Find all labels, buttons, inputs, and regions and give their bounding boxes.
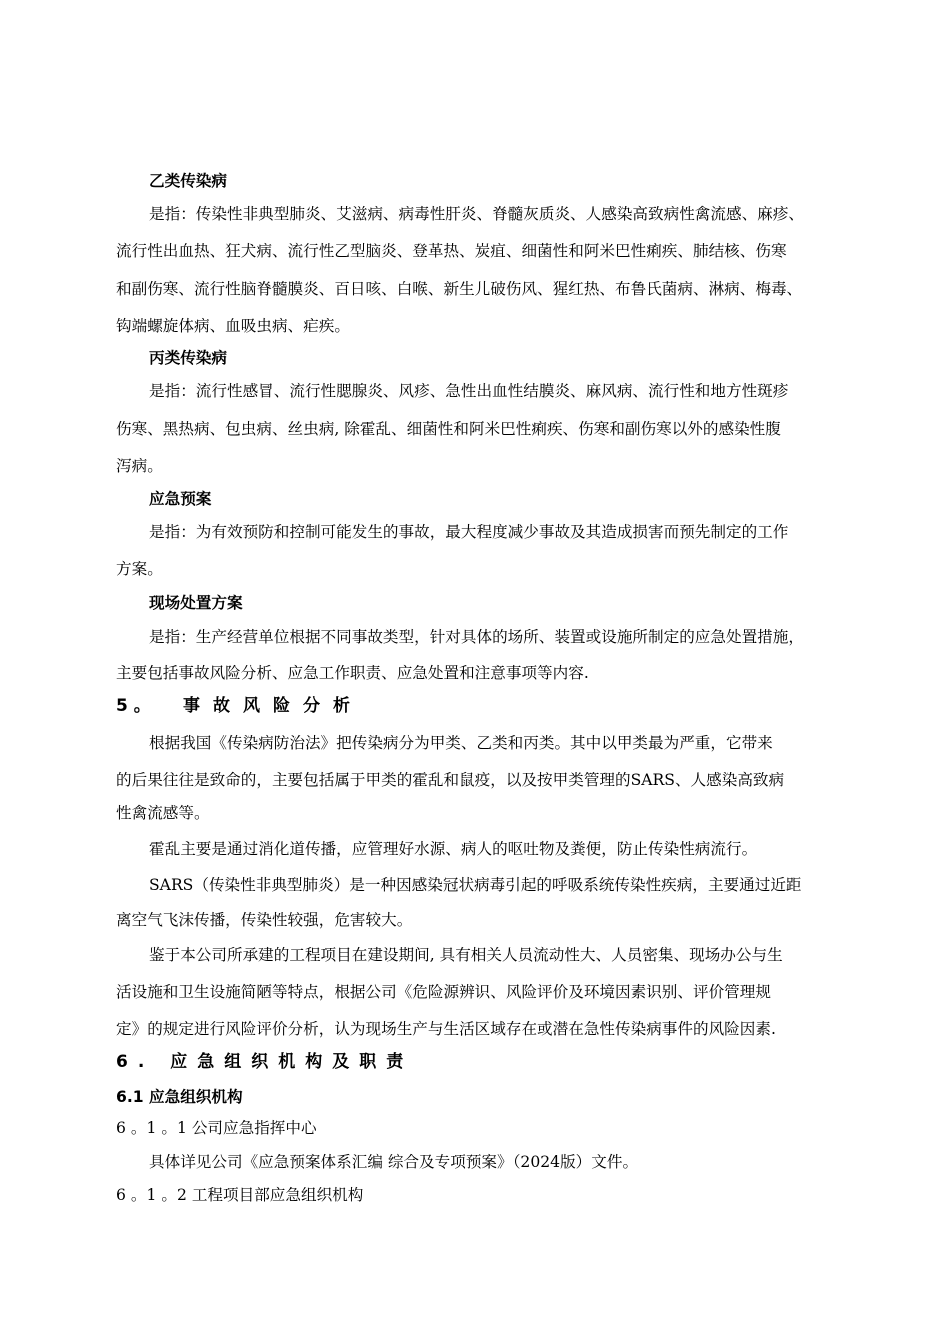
plan-title: 应急预案 — [149, 490, 212, 508]
s5-p1-line-3: 性禽流感等。 — [116, 804, 210, 822]
section-6-1-1-heading: 6 。1 。1 公司应急指挥中心 — [116, 1119, 317, 1137]
section-6-heading: 6. 应急组织机构及职责 — [116, 1052, 414, 1072]
section-6-1-1-text: 具体详见公司《应急预案体系汇编 综合及专项预案》（2024版）文件。 — [149, 1153, 639, 1171]
section-5-number: 5 。 — [116, 696, 151, 716]
s5-p1-line-2: 的后果往往是致命的，主要包括属于甲类的霍乱和鼠疫，以及按甲类管理的SARS、人感染高致病 — [116, 771, 785, 789]
s5-p2: 霍乱主要是通过消化道传播，应管理好水源、病人的呕吐物及粪便，防止传染性病流行。 — [149, 840, 758, 858]
class-b-line-1: 是指：传染性非典型肺炎、艾滋病、病毒性肝炎、脊髓灰质炎、人感染高致病性禽流感、麻疹、 — [149, 205, 804, 223]
s5-p4-line-1: 鉴于本公司所承建的工程项目在建设期间, 具有相关人员流动性大、人员密集、现场办公与生 — [149, 946, 783, 964]
class-c-line-2: 伤寒、黑热病、包虫病、丝虫病, 除霍乱、细菌性和阿米巴性痢疾、伤寒和副伤寒以外的感染性腹 — [116, 420, 781, 438]
s5-p4-line-3: 定》的规定进行风险评价分析，认为现场生产与生活区域存在或潜在急性传染病事件的风险因素. — [116, 1020, 776, 1038]
s5-p4-line-2: 活设施和卫生设施简陋等特点，根据公司《危险源辨识、风险评价及环境因素识别、评价管理规 — [116, 983, 771, 1001]
section-6-1-2-heading: 6 。1 。2 工程项目部应急组织机构 — [116, 1186, 364, 1204]
onsite-line-2: 主要包括事故风险分析、应急工作职责、应急处置和注意事项等内容. — [116, 664, 589, 682]
class-b-line-3: 和副伤寒、流行性脑脊髓膜炎、百日咳、白喉、新生儿破伤风、猩红热、布鲁氏菌病、淋病、梅毒、 — [116, 280, 803, 298]
class-b-line-2: 流行性出血热、狂犬病、流行性乙型脑炎、登革热、炭疽、细菌性和阿米巴性痢疾、肺结核、伤寒 — [116, 242, 787, 260]
class-b-line-4: 钩端螺旋体病、血吸虫病、疟疾。 — [116, 317, 350, 335]
s5-p3-line-2: 离空气飞沫传播，传染性较强，危害较大。 — [116, 911, 413, 929]
onsite-line-1: 是指：生产经营单位根据不同事故类型，针对具体的场所、装置或设施所制定的应急处置措施， — [149, 628, 804, 646]
class-c-line-1: 是指：流行性感冒、流行性腮腺炎、风疹、急性出血性结膜炎、麻风病、流行性和地方性斑疹 — [149, 382, 789, 400]
s5-p1-line-1: 根据我国《传染病防治法》把传染病分为甲类、乙类和丙类。其中以甲类最为严重，它带来 — [149, 734, 773, 752]
plan-line-1: 是指：为有效预防和控制可能发生的事故，最大程度减少事故及其造成损害而预先制定的工作 — [149, 523, 789, 541]
section-5-heading: 事故风险分析 — [183, 696, 363, 716]
s5-p3-line-1: SARS（传染性非典型肺炎）是一种因感染冠状病毒引起的呼吸系统传染性疾病，主要通过近距 — [149, 876, 802, 894]
class-b-title: 乙类传染病 — [149, 172, 227, 190]
onsite-title: 现场处置方案 — [149, 594, 243, 612]
class-c-title: 丙类传染病 — [149, 349, 227, 367]
plan-line-2: 方案。 — [116, 560, 163, 578]
section-6-1-heading: 6.1 应急组织机构 — [116, 1088, 243, 1106]
class-c-line-3: 泻病。 — [116, 457, 163, 475]
